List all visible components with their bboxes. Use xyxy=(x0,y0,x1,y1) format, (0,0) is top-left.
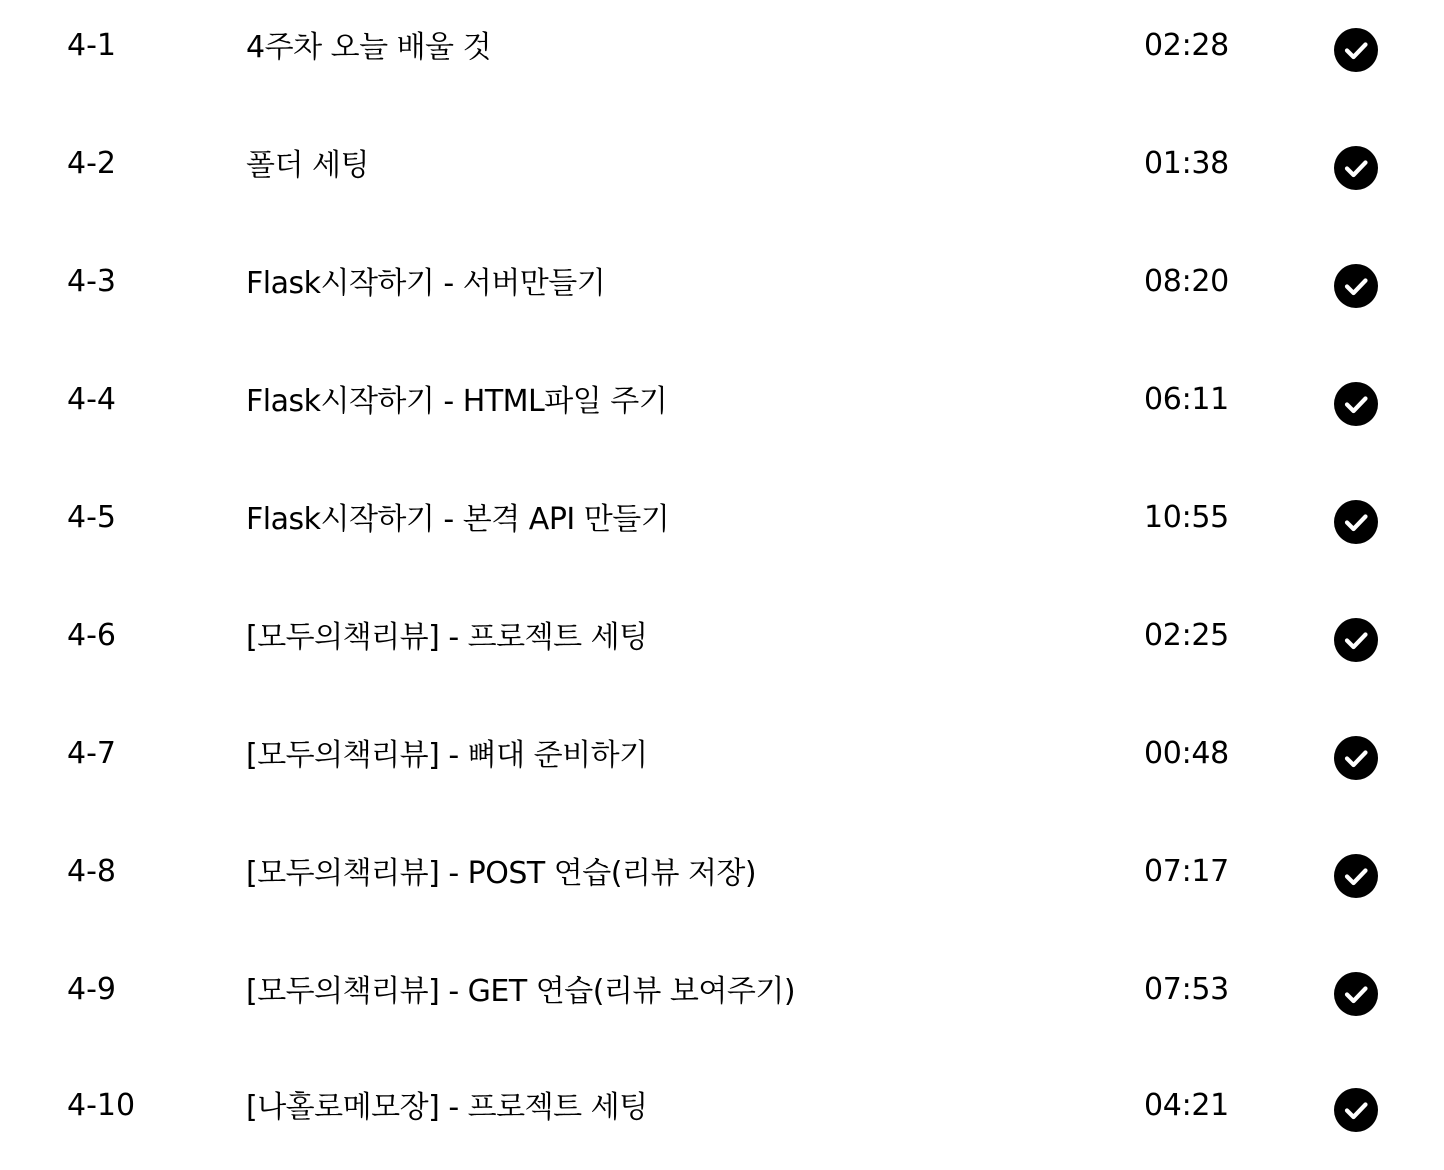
lesson-number: 4-3 xyxy=(67,264,116,299)
lesson-duration: 02:28 xyxy=(1144,28,1229,63)
lesson-title[interactable]: [나홀로메모장] - 프로젝트 세팅 xyxy=(246,1090,648,1125)
check-circle-icon xyxy=(1334,618,1378,662)
check-circle-icon xyxy=(1334,382,1378,426)
lesson-row[interactable] xyxy=(0,354,1444,472)
lesson-duration: 02:25 xyxy=(1144,618,1229,653)
lesson-duration: 07:17 xyxy=(1144,854,1229,889)
check-circle-icon xyxy=(1334,736,1378,780)
lesson-number: 4-8 xyxy=(67,854,116,889)
check-circle-icon xyxy=(1334,854,1378,898)
lesson-number: 4-4 xyxy=(67,382,116,417)
lesson-number: 4-5 xyxy=(67,500,116,535)
lesson-number: 4-9 xyxy=(67,972,116,1007)
lesson-number: 4-1 xyxy=(67,28,116,63)
lesson-row[interactable] xyxy=(0,236,1444,354)
lesson-number: 4-2 xyxy=(67,146,116,181)
lesson-duration: 00:48 xyxy=(1144,736,1229,771)
check-circle-icon xyxy=(1334,1088,1378,1132)
lesson-row[interactable] xyxy=(0,590,1444,708)
lesson-duration: 10:55 xyxy=(1144,500,1229,535)
check-circle-icon xyxy=(1334,264,1378,308)
lesson-row[interactable] xyxy=(0,826,1444,944)
lesson-title[interactable]: [모두의책리뷰] - 프로젝트 세팅 xyxy=(246,620,648,655)
lesson-row[interactable] xyxy=(0,944,1444,1062)
lesson-row[interactable] xyxy=(0,472,1444,590)
lesson-title[interactable]: [모두의책리뷰] - GET 연습(리뷰 보여주기) xyxy=(246,974,796,1009)
lesson-title[interactable]: Flask시작하기 - 본격 API 만들기 xyxy=(246,502,670,537)
lesson-title[interactable]: Flask시작하기 - HTML파일 주기 xyxy=(246,384,668,419)
lesson-row[interactable] xyxy=(0,708,1444,826)
lesson-title[interactable]: Flask시작하기 - 서버만들기 xyxy=(246,266,606,301)
check-circle-icon xyxy=(1334,28,1378,72)
lesson-duration: 04:21 xyxy=(1144,1088,1229,1123)
check-circle-icon xyxy=(1334,146,1378,190)
lesson-number: 4-6 xyxy=(67,618,116,653)
lesson-number: 4-10 xyxy=(67,1088,136,1123)
lesson-duration: 01:38 xyxy=(1144,146,1229,181)
lesson-duration: 06:11 xyxy=(1144,382,1229,417)
lesson-title[interactable]: [모두의책리뷰] - POST 연습(리뷰 저장) xyxy=(246,856,757,891)
check-circle-icon xyxy=(1334,972,1378,1016)
lesson-title[interactable]: 폴더 세팅 xyxy=(246,148,369,183)
check-circle-icon xyxy=(1334,500,1378,544)
lesson-row[interactable] xyxy=(0,0,1444,118)
lesson-duration: 08:20 xyxy=(1144,264,1229,299)
lesson-title[interactable]: [모두의책리뷰] - 뼈대 준비하기 xyxy=(246,738,648,773)
lesson-row[interactable] xyxy=(0,1060,1444,1170)
lesson-title[interactable]: 4주차 오늘 배울 것 xyxy=(246,30,492,65)
lesson-number: 4-7 xyxy=(67,736,116,771)
lesson-duration: 07:53 xyxy=(1144,972,1229,1007)
lesson-row[interactable] xyxy=(0,118,1444,236)
